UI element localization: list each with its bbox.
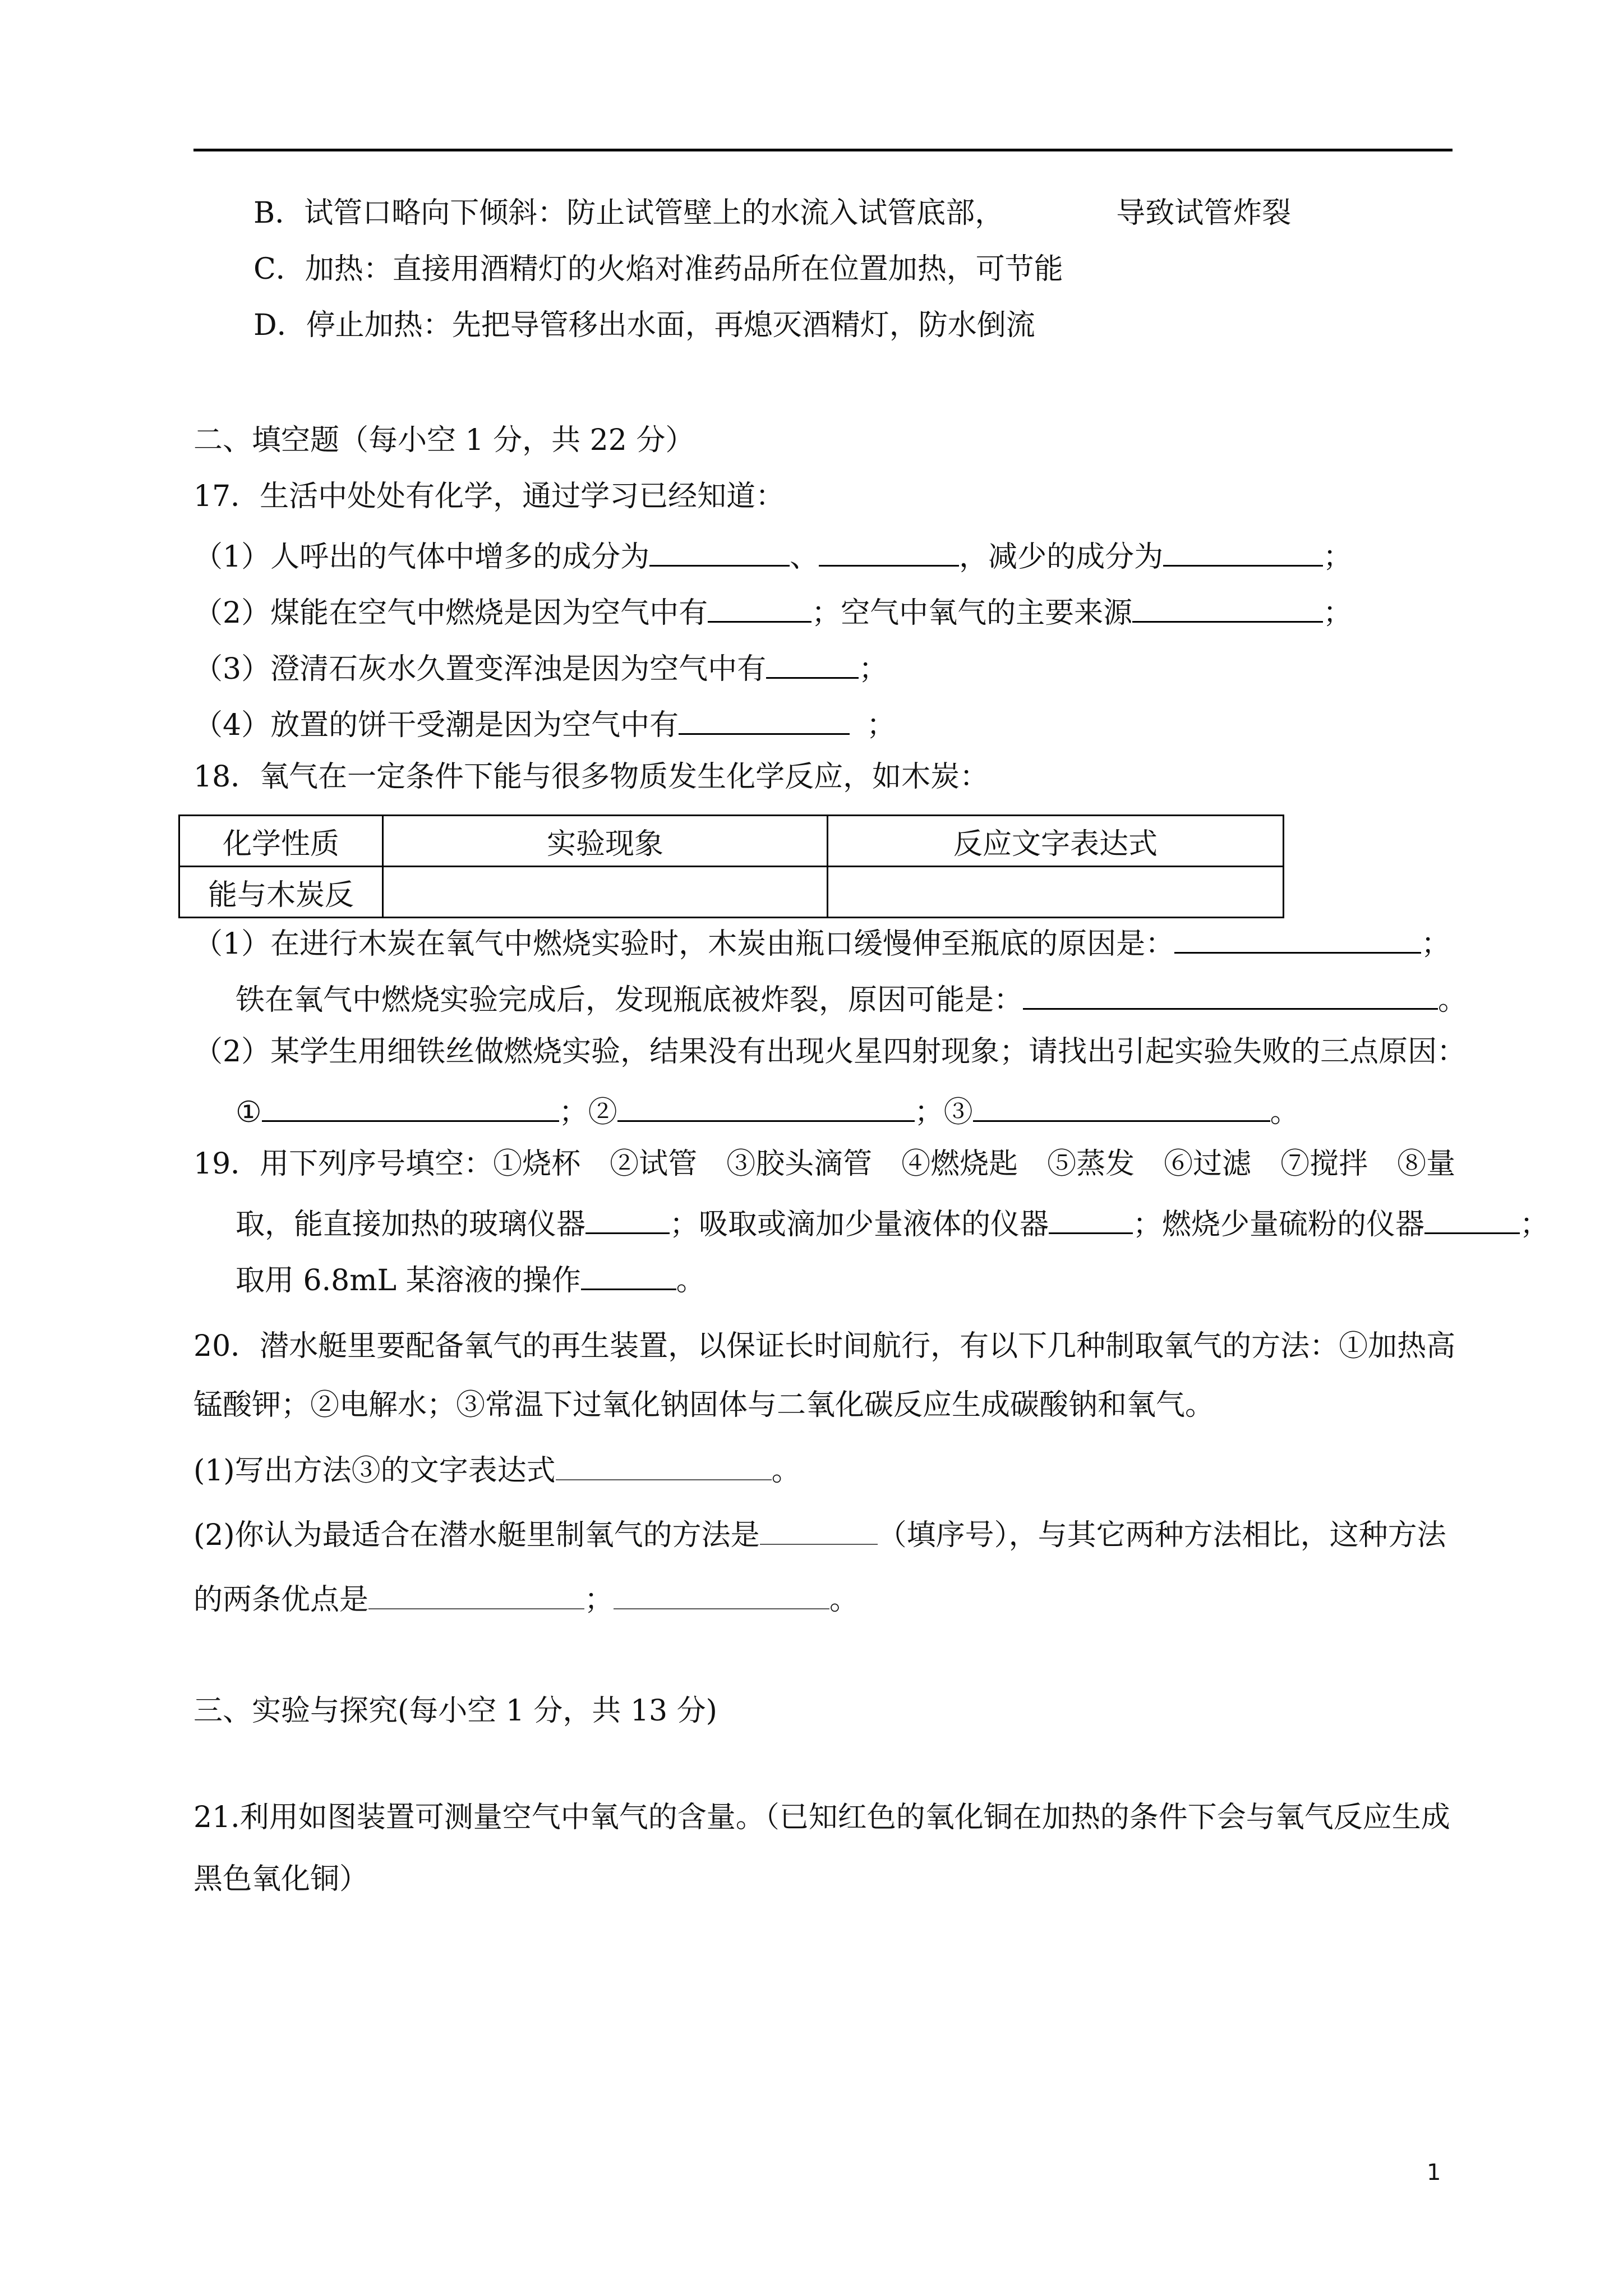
table-header-cell: 反应文字表达式	[828, 816, 1284, 867]
q18-part1b	[236, 979, 1467, 1017]
answer-blank[interactable]	[614, 1579, 829, 1609]
q17-p1-text: （1）人呼出的气体中增多的成分为	[193, 540, 650, 574]
answer-blank[interactable]	[368, 1579, 584, 1609]
answer-blank[interactable]	[585, 1203, 670, 1234]
q19-l2-text: 取，能直接加热的玻璃仪器	[236, 1208, 586, 1241]
answer-blank[interactable]	[1163, 536, 1323, 567]
q19-l2-text2: ；吸取或滴加少量液体的仪器	[670, 1208, 1049, 1241]
q17-p3-end: ；	[859, 652, 888, 686]
answer-blank[interactable]	[1049, 1203, 1133, 1234]
q20-part2b	[193, 1579, 859, 1617]
page-number: 1	[1427, 2160, 1441, 2185]
q21-stem-text: 21.利用如图装置可测量空气中氧气的含量。（已知红色的氧化铜在加热的条件下会与氧气反应生成	[193, 1801, 1450, 1834]
q17-stem-text: 17．生活中处处有化学，通过学习已经知道：	[193, 480, 785, 513]
q19-stem	[193, 1147, 1455, 1181]
q21-stem2	[193, 1862, 368, 1896]
q20-p1-end: 。	[771, 1454, 801, 1488]
q19-line3	[236, 1259, 706, 1297]
answer-blank[interactable]	[1023, 979, 1438, 1010]
section-3-heading	[193, 1694, 717, 1728]
table-header-cell: 化学性质	[179, 816, 383, 867]
q17-part2	[193, 592, 1352, 630]
q18-part2	[193, 1035, 1466, 1069]
q19-stem-text: 19．用下列序号填空：①烧杯 ②试管 ③胶头滴管 ④燃烧匙 ⑤蒸发 ⑥过滤 ⑦搅拌 ⑧量	[193, 1147, 1456, 1181]
q17-part4	[193, 704, 896, 742]
q17-p4-text: （4）放置的饼干受潮是因为空气中有	[193, 708, 679, 742]
table-cell-blank[interactable]	[828, 867, 1284, 918]
q17-p1-sep: 、	[790, 540, 819, 574]
option-b-text: B．试管口略向下倾斜：防止试管壁上的水流入试管底部，	[253, 196, 1004, 230]
table-header-row	[179, 816, 1284, 867]
option-c-text: C．加热：直接用酒精灯的火焰对准药品所在位置加热，可节能	[253, 252, 1063, 286]
q18-p1b-text: 铁在氧气中燃烧实验完成后，发现瓶底被炸裂，原因可能是：	[236, 983, 1023, 1017]
q20-stem-text: 20．潜水艇里要配备氧气的再生装置，以保证长时间航行，有以下几种制取氧气的方法：①加热高	[193, 1329, 1456, 1363]
q18-part1	[193, 923, 1450, 961]
q19-l3-text: 取用 6.8mL 某溶液的操作	[236, 1264, 581, 1297]
table-cell: 能与木炭反	[179, 867, 383, 918]
q20-p2-text: (2)你认为最适合在潜水艇里制氧气的方法是	[193, 1519, 760, 1552]
q17-p4-end: ；	[866, 708, 896, 742]
q18-p2-text: （2）某学生用细铁丝做燃烧实验，结果没有出现火星四射现象；请找出引起实验失败的三点原因：	[193, 1035, 1467, 1069]
q17-p1-end: ；	[1323, 540, 1353, 574]
q18-p1-end: ；	[1421, 927, 1451, 961]
option-d-text: D．停止加热：先把导管移出水面，再熄灭酒精灯，防水倒流	[253, 309, 1035, 342]
answer-blank[interactable]	[973, 1091, 1270, 1122]
q20-p2-text3: 的两条优点是	[193, 1583, 369, 1617]
q17-p2-end: ；	[1323, 596, 1353, 630]
section-3-heading-text: 三、实验与探究(每小空 1 分，共 13 分)	[193, 1694, 717, 1728]
answer-blank[interactable]	[819, 536, 959, 567]
q18-stem	[193, 760, 989, 794]
q19-l2-text3: ；燃烧少量硫粉的仪器	[1133, 1208, 1425, 1241]
q20-p2-end: 。	[829, 1583, 859, 1617]
q20-part2	[193, 1515, 1446, 1552]
q17-p3-text: （3）澄清石灰水久置变浑浊是因为空气中有	[193, 652, 767, 686]
q18-stem-text: 18．氧气在一定条件下能与很多物质发生化学反应，如木炭：	[193, 760, 989, 794]
header-rule	[193, 149, 1453, 151]
option-b	[253, 196, 1291, 230]
q18-p1-text: （1）在进行木炭在氧气中燃烧实验时，木炭由瓶口缓慢伸至瓶底的原因是：	[193, 927, 1175, 961]
answer-blank[interactable]	[649, 536, 790, 567]
section-2-heading	[193, 424, 694, 457]
answer-blank[interactable]	[708, 592, 811, 623]
q17-part3	[193, 648, 888, 686]
q18-reason-2-label: ；②	[559, 1096, 617, 1129]
q17-p1-text2: ，减少的成分为	[959, 540, 1164, 574]
q18-p1b-end: 。	[1438, 983, 1468, 1017]
q21-stem2-text: 黑色氧化铜）	[193, 1862, 369, 1896]
q21-stem	[193, 1801, 1450, 1834]
answer-blank[interactable]	[556, 1450, 772, 1480]
q20-stem2-text: 锰酸钾；②电解水；③常温下过氧化钠固体与二氧化碳反应生成碳酸钠和氧气。	[193, 1388, 1215, 1422]
q20-p2-sep: ；	[584, 1583, 614, 1617]
answer-blank[interactable]	[1424, 1203, 1520, 1234]
q17-p2-text: （2）煤能在空气中燃烧是因为空气中有	[193, 596, 708, 630]
q17-p2-text2: ；空气中氧气的主要来源	[811, 596, 1133, 630]
q18-reason-3-label: ；③	[914, 1096, 973, 1129]
q20-stem	[193, 1329, 1455, 1363]
answer-blank[interactable]	[617, 1091, 915, 1122]
section-2-heading-text: 二、填空题（每小空 1 分，共 22 分）	[193, 424, 695, 457]
table-cell-blank[interactable]	[383, 867, 828, 918]
answer-blank[interactable]	[760, 1515, 878, 1545]
q17-part1	[193, 536, 1352, 574]
q18-property-table	[178, 815, 1284, 918]
q19-line2	[236, 1203, 1549, 1241]
q18-part2-reasons	[236, 1091, 1299, 1129]
answer-blank[interactable]	[679, 704, 850, 735]
answer-blank[interactable]	[581, 1259, 676, 1290]
q20-stem2	[193, 1388, 1214, 1422]
answer-blank[interactable]	[766, 648, 859, 679]
table-row	[179, 867, 1284, 918]
answer-blank[interactable]	[1132, 592, 1323, 623]
option-d	[253, 309, 1035, 342]
option-b-tail: 导致试管炸裂	[1116, 196, 1292, 230]
q17-stem	[193, 480, 785, 513]
answer-blank[interactable]	[1174, 923, 1421, 954]
option-c	[253, 252, 1063, 286]
q19-l2-end: ；	[1520, 1208, 1550, 1241]
q20-part1	[193, 1450, 801, 1488]
q19-l3-end: 。	[676, 1264, 706, 1297]
q20-p1-text: (1)写出方法③的文字表达式	[193, 1454, 556, 1488]
q18-p2-end: 。	[1270, 1096, 1299, 1129]
table-header-cell: 实验现象	[383, 816, 828, 867]
q18-reason-1-label: ①	[236, 1096, 262, 1129]
q20-p2-text2: （填序号），与其它两种方法相比，这种方法	[877, 1519, 1446, 1552]
answer-blank[interactable]	[262, 1091, 559, 1122]
